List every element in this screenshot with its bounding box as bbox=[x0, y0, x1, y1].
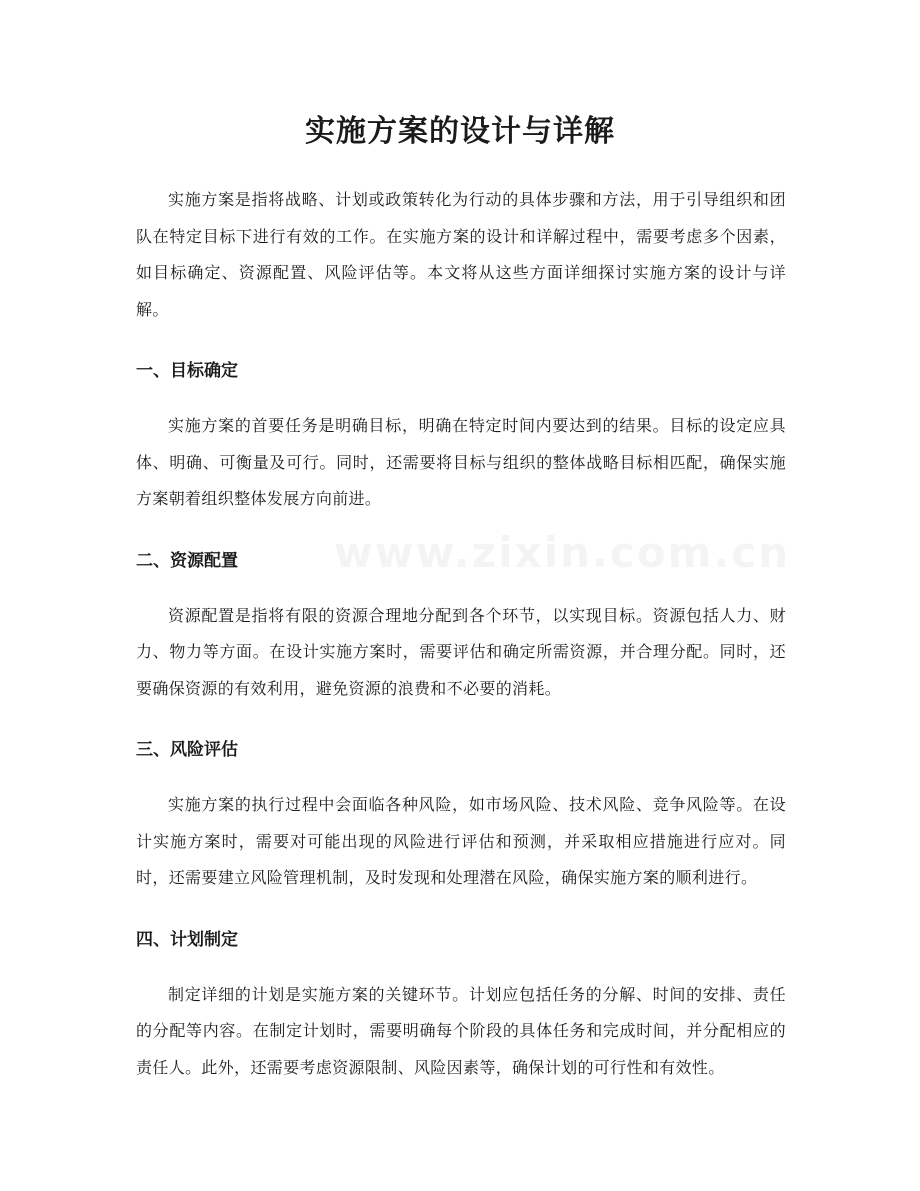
section-paragraph-goal: 实施方案的首要任务是明确目标，明确在特定时间内要达到的结果。目标的设定应具体、明确、可衡量及可行。同时，还需要将目标与组织的整体战略目标相匹配，确保实施方案朝着组织整体发展方向前进。 bbox=[136, 416, 786, 508]
section-paragraph-risk: 实施方案的执行过程中会面临各种风险，如市场风险、技术风险、竞争风险等。在设计实施方案时，需要对可能出现的风险进行评估和预测，并采取相应措施进行应对。同时，还需要建立风险管理机制，及时发现和处理潜在风险，确保实施方案的顺利进行。 bbox=[136, 795, 786, 887]
page-title: 实施方案的设计与详解 bbox=[305, 114, 615, 149]
document-body bbox=[136, 182, 786, 1086]
section-heading-resources: 二、资源配置 bbox=[136, 550, 238, 571]
section-paragraph-resources: 资源配置是指将有限的资源合理地分配到各个环节，以实现目标。资源包括人力、财力、物力等方面。在设计实施方案时，需要评估和确定所需资源，并合理分配。同时，还要确保资源的有效利用，避免资源的浪费和不必要的消耗。 bbox=[136, 605, 786, 698]
section-heading-plan: 四、计划制定 bbox=[136, 929, 238, 950]
section-paragraph-plan: 制定详细的计划是实施方案的关键环节。计划应包括任务的分解、时间的安排、责任的分配等内容。在制定计划时，需要明确每个阶段的具体任务和完成时间，并分配相应的责任人。此外，还需要考虑资源限制、风险因素等，确保计划的可行性和有效性。 bbox=[136, 984, 786, 1077]
intro-paragraph: 实施方案是指将战略、计划或政策转化为行动的具体步骤和方法，用于引导组织和团队在特定目标下进行有效的工作。在实施方案的设计和详解过程中，需要考虑多个因素，如目标确定、资源配置、风险评估等。本文将从这些方面详细探讨实施方案的设计与详解。 bbox=[136, 190, 786, 319]
section-heading-goal: 一、目标确定 bbox=[136, 361, 238, 381]
section-heading-risk: 三、风险评估 bbox=[136, 740, 238, 760]
